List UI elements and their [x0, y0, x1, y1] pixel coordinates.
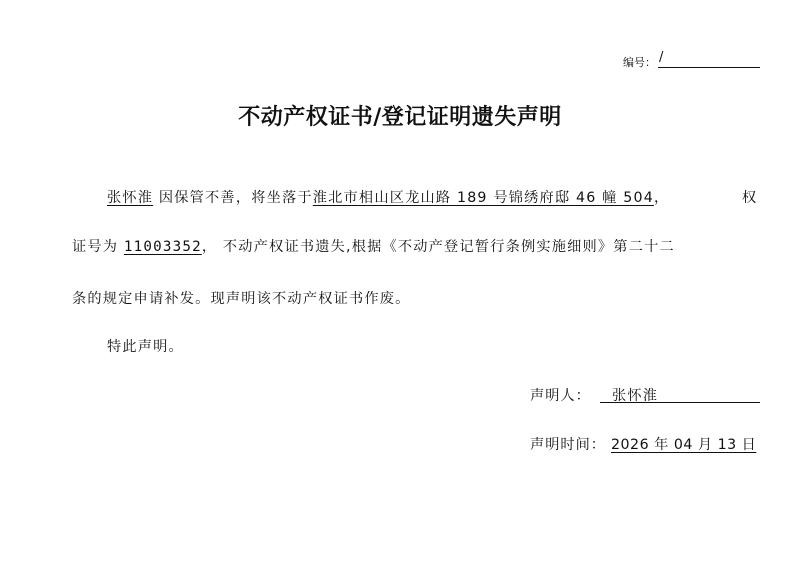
- owner-name: 张怀淮: [107, 190, 154, 206]
- serial-number-value: /: [658, 50, 760, 68]
- line1-text: 因保管不善，将坐落于: [153, 190, 313, 206]
- serial-number-label: 编号：: [623, 56, 656, 69]
- line2-text-start: 证号为: [72, 239, 124, 255]
- line1-end-text: 权: [742, 190, 758, 206]
- document-title: 不动产权证书/登记证明遗失声明: [238, 104, 562, 130]
- property-address: 淮北市相山区龙山路 189 号锦绣府邸 46 幢 504: [312, 190, 654, 206]
- declaration-time-value: 2026 年 04 月 13 日: [611, 437, 757, 453]
- closing-statement: 特此声明。: [107, 339, 184, 355]
- line1-comma: ，: [653, 190, 670, 206]
- paragraph-line-1: [107, 187, 669, 207]
- line2-text-end: ， 不动产权证书遗失,根据《不动产登记暂行条例实施细则》第二十二: [201, 239, 675, 255]
- declaration-time-label: 声明时间：: [530, 437, 606, 453]
- paragraph-line-3: 条的规定申请补发。现声明该不动产权证书作废。: [72, 291, 411, 307]
- paragraph-line-2: [72, 236, 675, 256]
- certificate-number: 11003352: [123, 239, 202, 255]
- declarant-label: 声明人：: [530, 388, 591, 404]
- declarant-name: 张怀淮: [612, 388, 659, 404]
